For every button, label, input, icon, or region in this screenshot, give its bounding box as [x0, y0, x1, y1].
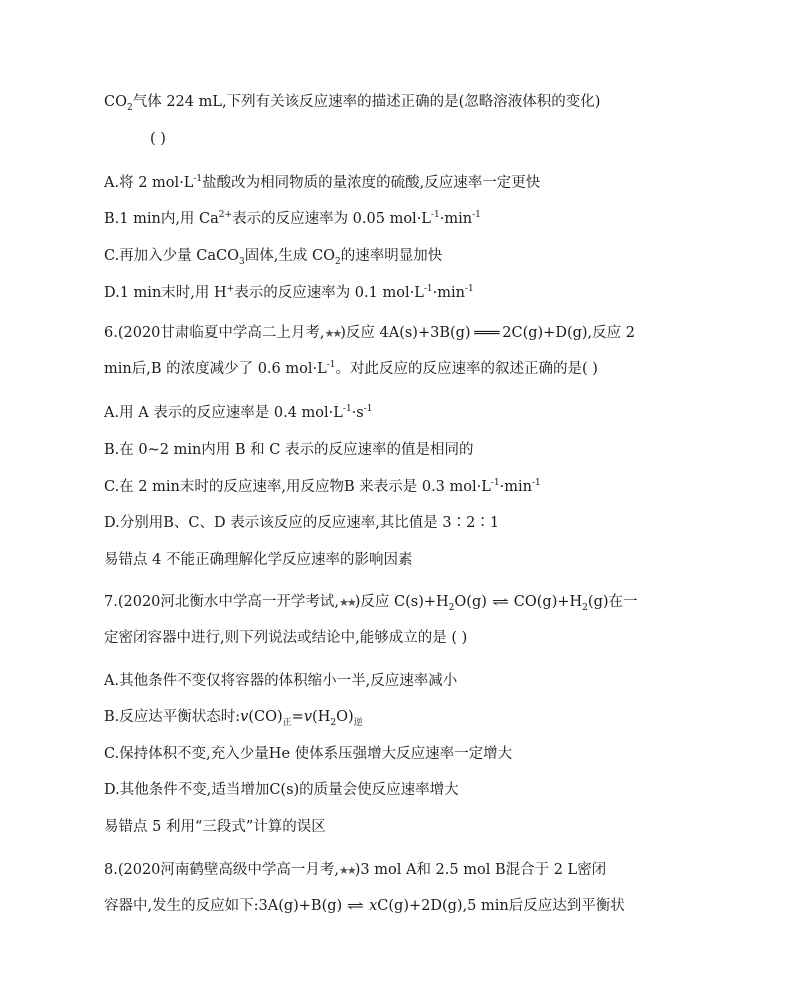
q5-option-a: A.将 2 $mol\cdot L^{-1}$盐酸改为相同物质的量浓度的硫酸,反应速率一定更快	[104, 174, 541, 191]
error-point-4-heading: 易错点 4 不能正确理解化学反应速率的影响因素	[104, 552, 413, 568]
q7-option-a: A.其他条件不变仅将容器的体积缩小一半,反应速率减小	[104, 673, 458, 689]
equilibrium-arrow-icon: ⇌	[346, 899, 365, 914]
q5-option-d: D.1 min末时,用 H+表示的反应速率为 0.1 $mol\cdot L^{-1}\cdot\min^{-1}$	[104, 284, 474, 301]
difficulty-stars-icon: ★★	[339, 864, 355, 877]
difficulty-stars-icon: ★★	[339, 596, 355, 609]
question-8-stem-line1: 8.(2020河南鹤壁高级中学高一月考,★★)3 mol A和 2.5 mol B混合于 2 L密闭	[104, 862, 607, 878]
q7-option-d: D.其他条件不变,适当增加C(s)的质量会使反应速率增大	[104, 782, 459, 798]
q5-option-c: C.再加入少量 CaCO$_3$固体,生成 $CO_2$的速率明显加快	[104, 248, 443, 267]
q6-option-b: B.在 0~2 min内用 B 和 C 表示的反应速率的值是相同的	[104, 442, 474, 458]
q7-option-c: C.保持体积不变,充入少量He 使体系压强增大反应速率一定增大	[104, 746, 513, 762]
q6-option-c: C.在 2 min末时的反应速率,用反应物B 来表示是 0.3 $mol\cdot L^{-1}\cdot\min^{-1}$	[104, 478, 541, 495]
error-point-5-heading: 易错点 5 利用“三段式”计算的误区	[104, 819, 326, 835]
q6-option-d: D.分别用B、C、D 表示该反应的反应速率,其比值是 3∶2∶1	[104, 515, 500, 531]
answer-blank-5: ( )	[150, 131, 166, 147]
question-6-stem-line2: min后,B 的浓度减少了 0.6 $mol\cdot L^{-1}$。对此反应的反应速率的叙述正确的是( )	[104, 360, 598, 377]
question-8-stem-line2: 容器中,发生的反应如下:3A(g)+B(g) ⇌ xC(g)+2D(g),5 min后反应达到平衡状	[104, 896, 694, 916]
reaction-arrow-icon: ══	[473, 326, 499, 341]
q5-option-b: B.1 min内,用 $Ca^{2+}$表示的反应速率为 0.05 $mol\cdot L^{-1}\cdot\min^{-1}$	[104, 210, 481, 227]
equilibrium-arrow-icon: ⇌	[491, 595, 510, 610]
difficulty-stars-icon: ★★	[324, 327, 341, 340]
question-6-stem-line1: 6.(2020甘肃临夏中学高二上月考,★★)反应 4A(s)+3B(g) ══ 2C(g)+D(g),反应 2	[104, 323, 694, 343]
question-7-stem-line2: 定密闭容器中进行,则下列说法或结论中,能够成立的是 ( )	[104, 630, 468, 646]
q7-option-b: B.反应达平衡状态时$:v(CO)_正=v(H_2O)_逆$	[104, 709, 363, 728]
q6-option-a: A.用 A 表示的反应速率是 0.4 $mol\cdot L^{-1}\cdot s^{-1}$	[104, 404, 373, 421]
question-7-stem-line1: 7.(2020河北衡水中学高一开学考试,★★)反应 $C(s)+H_2O(g)$ ⇌ $CO(g)+H_2(g)$在一	[104, 594, 638, 613]
question-5-stem-tail: $CO_2$气体 224 mL,下列有关该反应速率的描述正确的是(忽略溶液体积的变化)	[104, 94, 601, 113]
